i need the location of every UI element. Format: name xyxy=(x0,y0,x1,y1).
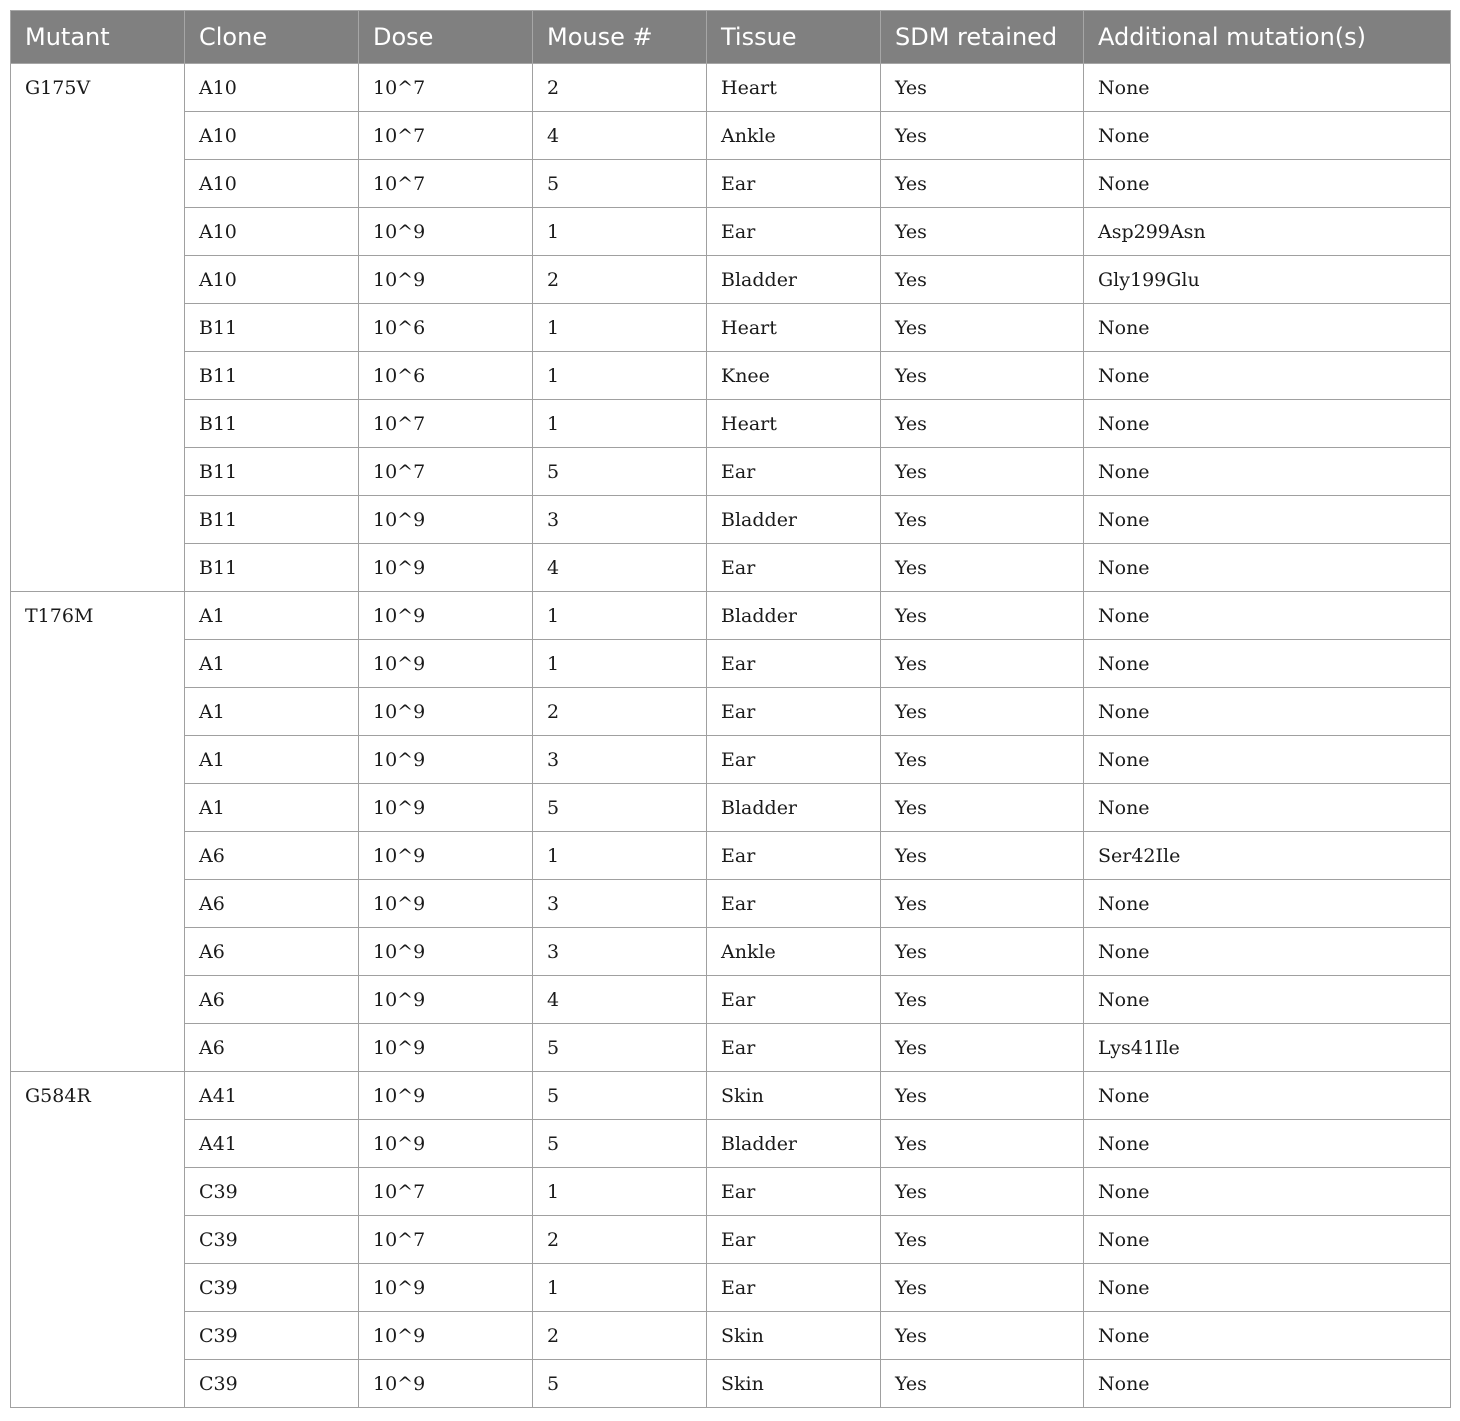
cell-clone: A1 xyxy=(185,640,359,688)
cell-additional-mutations: None xyxy=(1084,1120,1451,1168)
cell-additional-mutations: None xyxy=(1084,160,1451,208)
table-row xyxy=(11,448,1451,496)
cell-dose: 10^7 xyxy=(359,1168,533,1216)
cell-mouse-number: 5 xyxy=(533,784,707,832)
cell-clone: A1 xyxy=(185,784,359,832)
cell-dose: 10^9 xyxy=(359,496,533,544)
cell-mouse-number: 5 xyxy=(533,1120,707,1168)
cell-dose: 10^9 xyxy=(359,208,533,256)
cell-clone: A10 xyxy=(185,112,359,160)
cell-mouse-number: 3 xyxy=(533,736,707,784)
cell-sdm-retained: Yes xyxy=(881,400,1084,448)
table-row xyxy=(11,640,1451,688)
cell-tissue: Ear xyxy=(707,1168,881,1216)
cell-tissue: Heart xyxy=(707,400,881,448)
table-row xyxy=(11,784,1451,832)
cell-sdm-retained: Yes xyxy=(881,352,1084,400)
cell-tissue: Ear xyxy=(707,1216,881,1264)
cell-additional-mutations: None xyxy=(1084,880,1451,928)
cell-clone: A6 xyxy=(185,928,359,976)
cell-sdm-retained: Yes xyxy=(881,112,1084,160)
cell-dose: 10^9 xyxy=(359,1360,533,1408)
cell-clone: B11 xyxy=(185,304,359,352)
cell-clone: A10 xyxy=(185,256,359,304)
cell-additional-mutations: None xyxy=(1084,784,1451,832)
cell-dose: 10^9 xyxy=(359,880,533,928)
cell-mouse-number: 5 xyxy=(533,1072,707,1120)
cell-dose: 10^9 xyxy=(359,544,533,592)
table-header xyxy=(11,11,1451,64)
cell-dose: 10^9 xyxy=(359,976,533,1024)
table-row xyxy=(11,256,1451,304)
table-row xyxy=(11,352,1451,400)
table-row xyxy=(11,880,1451,928)
cell-additional-mutations: None xyxy=(1084,1216,1451,1264)
cell-mouse-number: 5 xyxy=(533,1360,707,1408)
cell-clone: B11 xyxy=(185,448,359,496)
table-row xyxy=(11,928,1451,976)
cell-mouse-number: 1 xyxy=(533,208,707,256)
cell-additional-mutations: None xyxy=(1084,688,1451,736)
cell-tissue: Heart xyxy=(707,304,881,352)
table-row xyxy=(11,976,1451,1024)
table-row xyxy=(11,112,1451,160)
table-row xyxy=(11,400,1451,448)
cell-tissue: Ear xyxy=(707,544,881,592)
cell-additional-mutations: None xyxy=(1084,976,1451,1024)
cell-sdm-retained: Yes xyxy=(881,1072,1084,1120)
cell-mouse-number: 5 xyxy=(533,160,707,208)
cell-tissue: Ear xyxy=(707,208,881,256)
cell-tissue: Ear xyxy=(707,1264,881,1312)
cell-sdm-retained: Yes xyxy=(881,496,1084,544)
cell-tissue: Ear xyxy=(707,880,881,928)
cell-dose: 10^9 xyxy=(359,1072,533,1120)
table-row xyxy=(11,1264,1451,1312)
cell-tissue: Heart xyxy=(707,64,881,112)
cell-sdm-retained: Yes xyxy=(881,64,1084,112)
cell-tissue: Ankle xyxy=(707,112,881,160)
cell-clone: B11 xyxy=(185,352,359,400)
cell-sdm-retained: Yes xyxy=(881,256,1084,304)
cell-sdm-retained: Yes xyxy=(881,736,1084,784)
cell-sdm-retained: Yes xyxy=(881,976,1084,1024)
cell-tissue: Ear xyxy=(707,448,881,496)
cell-mutant: T176M xyxy=(11,592,185,1072)
table-row xyxy=(11,592,1451,640)
cell-clone: A6 xyxy=(185,832,359,880)
cell-dose: 10^7 xyxy=(359,1216,533,1264)
cell-clone: C39 xyxy=(185,1312,359,1360)
table-row xyxy=(11,1168,1451,1216)
cell-dose: 10^9 xyxy=(359,1120,533,1168)
cell-clone: A6 xyxy=(185,1024,359,1072)
cell-additional-mutations: None xyxy=(1084,592,1451,640)
cell-mouse-number: 5 xyxy=(533,1024,707,1072)
cell-clone: B11 xyxy=(185,496,359,544)
cell-additional-mutations: None xyxy=(1084,1312,1451,1360)
cell-mouse-number: 3 xyxy=(533,880,707,928)
cell-sdm-retained: Yes xyxy=(881,928,1084,976)
cell-mouse-number: 1 xyxy=(533,1168,707,1216)
cell-clone: A10 xyxy=(185,208,359,256)
cell-additional-mutations: None xyxy=(1084,736,1451,784)
cell-dose: 10^9 xyxy=(359,592,533,640)
cell-additional-mutations: None xyxy=(1084,1264,1451,1312)
cell-tissue: Ear xyxy=(707,832,881,880)
cell-clone: A1 xyxy=(185,688,359,736)
cell-sdm-retained: Yes xyxy=(881,544,1084,592)
cell-mouse-number: 4 xyxy=(533,976,707,1024)
cell-dose: 10^9 xyxy=(359,736,533,784)
cell-tissue: Ear xyxy=(707,1024,881,1072)
cell-dose: 10^9 xyxy=(359,784,533,832)
header-dose: Dose xyxy=(359,11,533,64)
cell-sdm-retained: Yes xyxy=(881,1168,1084,1216)
cell-sdm-retained: Yes xyxy=(881,160,1084,208)
cell-dose: 10^7 xyxy=(359,448,533,496)
cell-clone: A1 xyxy=(185,592,359,640)
cell-mutant: G584R xyxy=(11,1072,185,1408)
table-row xyxy=(11,1216,1451,1264)
table-row xyxy=(11,64,1451,112)
table-row xyxy=(11,160,1451,208)
cell-dose: 10^9 xyxy=(359,1264,533,1312)
cell-additional-mutations: None xyxy=(1084,544,1451,592)
table-row xyxy=(11,688,1451,736)
cell-clone: B11 xyxy=(185,400,359,448)
cell-additional-mutations: None xyxy=(1084,1072,1451,1120)
cell-sdm-retained: Yes xyxy=(881,1360,1084,1408)
cell-clone: A10 xyxy=(185,160,359,208)
cell-mouse-number: 3 xyxy=(533,928,707,976)
cell-clone: C39 xyxy=(185,1168,359,1216)
cell-clone: A6 xyxy=(185,976,359,1024)
cell-sdm-retained: Yes xyxy=(881,688,1084,736)
cell-mouse-number: 2 xyxy=(533,256,707,304)
cell-dose: 10^7 xyxy=(359,400,533,448)
cell-mouse-number: 1 xyxy=(533,304,707,352)
cell-clone: C39 xyxy=(185,1264,359,1312)
cell-tissue: Ankle xyxy=(707,928,881,976)
cell-mouse-number: 4 xyxy=(533,544,707,592)
cell-additional-mutations: Lys41Ile xyxy=(1084,1024,1451,1072)
cell-sdm-retained: Yes xyxy=(881,304,1084,352)
table-row xyxy=(11,544,1451,592)
cell-dose: 10^7 xyxy=(359,160,533,208)
header-row xyxy=(11,11,1451,64)
cell-dose: 10^9 xyxy=(359,1312,533,1360)
header-mouse-number: Mouse # xyxy=(533,11,707,64)
table-row xyxy=(11,1024,1451,1072)
cell-additional-mutations: None xyxy=(1084,1168,1451,1216)
cell-tissue: Ear xyxy=(707,688,881,736)
cell-tissue: Ear xyxy=(707,640,881,688)
cell-tissue: Ear xyxy=(707,976,881,1024)
cell-sdm-retained: Yes xyxy=(881,832,1084,880)
header-additional-mutations: Additional mutation(s) xyxy=(1084,11,1451,64)
table-row xyxy=(11,832,1451,880)
cell-additional-mutations: Ser42Ile xyxy=(1084,832,1451,880)
cell-additional-mutations: None xyxy=(1084,1360,1451,1408)
cell-additional-mutations: None xyxy=(1084,448,1451,496)
cell-additional-mutations: None xyxy=(1084,400,1451,448)
mutation-table xyxy=(10,10,1451,1408)
cell-additional-mutations: None xyxy=(1084,928,1451,976)
cell-tissue: Bladder xyxy=(707,592,881,640)
table-row xyxy=(11,496,1451,544)
cell-dose: 10^9 xyxy=(359,928,533,976)
cell-dose: 10^9 xyxy=(359,832,533,880)
cell-sdm-retained: Yes xyxy=(881,1024,1084,1072)
cell-mouse-number: 1 xyxy=(533,400,707,448)
cell-tissue: Skin xyxy=(707,1360,881,1408)
cell-tissue: Ear xyxy=(707,736,881,784)
cell-tissue: Skin xyxy=(707,1312,881,1360)
cell-clone: B11 xyxy=(185,544,359,592)
cell-additional-mutations: Gly199Glu xyxy=(1084,256,1451,304)
cell-tissue: Ear xyxy=(707,160,881,208)
header-tissue: Tissue xyxy=(707,11,881,64)
cell-dose: 10^9 xyxy=(359,256,533,304)
cell-tissue: Bladder xyxy=(707,1120,881,1168)
cell-clone: A41 xyxy=(185,1072,359,1120)
table-row xyxy=(11,1072,1451,1120)
cell-mouse-number: 2 xyxy=(533,64,707,112)
cell-tissue: Skin xyxy=(707,1072,881,1120)
cell-additional-mutations: None xyxy=(1084,304,1451,352)
cell-dose: 10^7 xyxy=(359,64,533,112)
cell-clone: C39 xyxy=(185,1216,359,1264)
cell-dose: 10^9 xyxy=(359,640,533,688)
cell-dose: 10^6 xyxy=(359,304,533,352)
cell-sdm-retained: Yes xyxy=(881,880,1084,928)
cell-sdm-retained: Yes xyxy=(881,1216,1084,1264)
cell-mouse-number: 1 xyxy=(533,640,707,688)
cell-mouse-number: 1 xyxy=(533,832,707,880)
cell-tissue: Knee xyxy=(707,352,881,400)
table-body xyxy=(11,64,1451,1408)
table-row xyxy=(11,736,1451,784)
cell-clone: C39 xyxy=(185,1360,359,1408)
cell-mouse-number: 3 xyxy=(533,496,707,544)
cell-additional-mutations: None xyxy=(1084,496,1451,544)
cell-clone: A10 xyxy=(185,64,359,112)
header-clone: Clone xyxy=(185,11,359,64)
cell-additional-mutations: None xyxy=(1084,352,1451,400)
cell-mouse-number: 1 xyxy=(533,1264,707,1312)
table-row xyxy=(11,1312,1451,1360)
table-row xyxy=(11,208,1451,256)
cell-sdm-retained: Yes xyxy=(881,640,1084,688)
header-mutant: Mutant xyxy=(11,11,185,64)
cell-clone: A1 xyxy=(185,736,359,784)
cell-sdm-retained: Yes xyxy=(881,784,1084,832)
cell-mouse-number: 4 xyxy=(533,112,707,160)
cell-tissue: Bladder xyxy=(707,256,881,304)
cell-sdm-retained: Yes xyxy=(881,1120,1084,1168)
cell-mutant: G175V xyxy=(11,64,185,592)
cell-additional-mutations: Asp299Asn xyxy=(1084,208,1451,256)
cell-clone: A41 xyxy=(185,1120,359,1168)
cell-tissue: Bladder xyxy=(707,496,881,544)
table-row xyxy=(11,304,1451,352)
cell-sdm-retained: Yes xyxy=(881,448,1084,496)
cell-mouse-number: 5 xyxy=(533,448,707,496)
cell-dose: 10^9 xyxy=(359,688,533,736)
cell-mouse-number: 2 xyxy=(533,1216,707,1264)
cell-sdm-retained: Yes xyxy=(881,592,1084,640)
header-sdm-retained: SDM retained xyxy=(881,11,1084,64)
cell-additional-mutations: None xyxy=(1084,640,1451,688)
table-row xyxy=(11,1360,1451,1408)
cell-mouse-number: 1 xyxy=(533,592,707,640)
cell-clone: A6 xyxy=(185,880,359,928)
cell-additional-mutations: None xyxy=(1084,112,1451,160)
cell-sdm-retained: Yes xyxy=(881,1312,1084,1360)
cell-dose: 10^7 xyxy=(359,112,533,160)
cell-mouse-number: 2 xyxy=(533,1312,707,1360)
cell-sdm-retained: Yes xyxy=(881,1264,1084,1312)
cell-mouse-number: 2 xyxy=(533,688,707,736)
table-row xyxy=(11,1120,1451,1168)
cell-dose: 10^6 xyxy=(359,352,533,400)
cell-additional-mutations: None xyxy=(1084,64,1451,112)
cell-sdm-retained: Yes xyxy=(881,208,1084,256)
cell-tissue: Bladder xyxy=(707,784,881,832)
cell-dose: 10^9 xyxy=(359,1024,533,1072)
cell-mouse-number: 1 xyxy=(533,352,707,400)
